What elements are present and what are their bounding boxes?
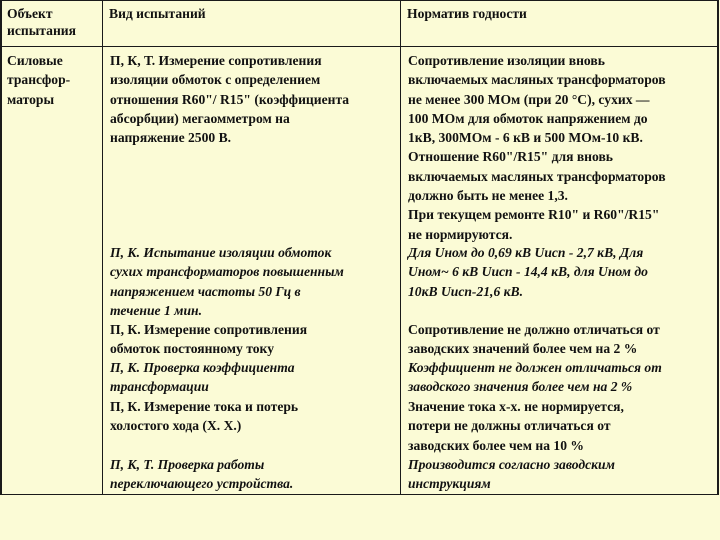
table-border-bottom: [0, 494, 719, 495]
header-norm: Норматив годности: [407, 6, 527, 21]
test-turns-ratio: П, К. Проверка коэффициента трансформации: [110, 360, 295, 395]
header-object: Объект испытания: [7, 6, 76, 38]
header-divider: [0, 46, 719, 47]
object-name: Силовые трансфор- маторы: [7, 53, 71, 107]
header-test-type: Вид испытаний: [109, 6, 206, 21]
test-no-load: П, К. Измерение тока и потерь холостого хода (X. X.): [110, 399, 299, 434]
norm-high-voltage: Для Uном до 0,69 кВ Uисп - 2,7 кВ, Для Uном~ 6 кВ Uисп - 14,4 кВ, для Uном до 10кВ Uисп-21,6 кВ.: [408, 245, 648, 299]
norm-insulation-resistance: Сопротивление изоляции вновь включаемых масляных трансформаторов не менее 300 МОм (при 20 °С), сухих — 100 МОм для обмоток напряжением до 1кВ, 300МОм - 6 кВ и 500 МОм-10 кВ. Отношение R60"/R15" для вновь включаемых масляных трансформаторов должно быть не менее 1,3. При текущем ремонте R10" и R60"/R15" не нормируются.: [408, 53, 666, 242]
table-border-right: [717, 0, 719, 495]
norm-dc-resistance: Сопротивление не должно отличаться от заводских значений более чем на 2 %: [408, 322, 660, 357]
test-dc-resistance: П, К. Измерение сопротивления обмоток постоянному току: [110, 322, 308, 357]
norm-tap-changer: Производится согласно заводским инструкциям: [408, 457, 615, 492]
column-divider-1: [102, 0, 103, 495]
table-border-top: [0, 0, 719, 1]
table-border-left: [0, 0, 2, 495]
test-insulation-resistance: П, К, Т. Измерение сопротивления изоляции обмоток с определением отношения R60"/ R15" (коэффициента абсорбции) мегаомметром на напряжение 2500 В.: [110, 53, 350, 146]
test-high-voltage: П, К. Испытание изоляции обмоток сухих трансформаторов повышенным напряжением частоты 50 Гц в течение 1 мин.: [110, 245, 344, 318]
column-divider-2: [400, 0, 401, 495]
test-tap-changer: П, К, Т. Проверка работы переключающего устройства.: [110, 457, 294, 492]
norm-turns-ratio: Коэффициент не должен отличаться от заводского значения более чем на 2 %: [408, 360, 662, 395]
norm-no-load: Значение тока х-х. не нормируется, потери не должны отличаться от заводских более чем на 10 %: [408, 399, 624, 453]
